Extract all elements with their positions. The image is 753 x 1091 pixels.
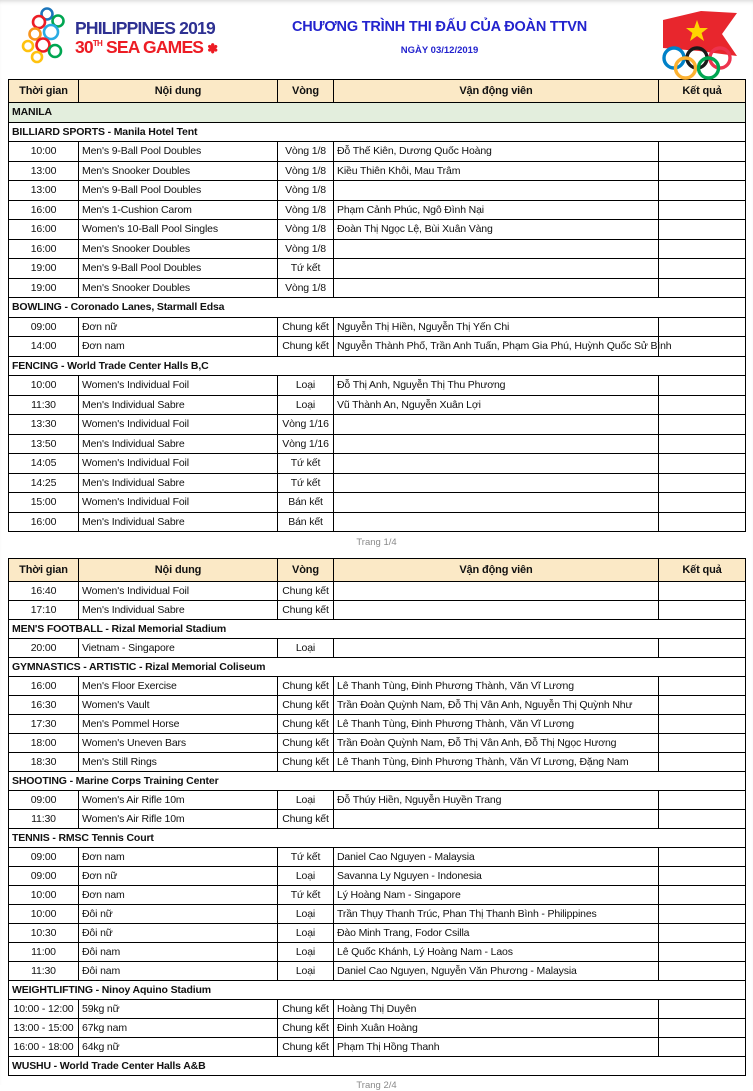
result-cell — [659, 791, 746, 810]
result-cell — [659, 810, 746, 829]
result-cell — [659, 454, 746, 474]
round-cell: Tứ kết — [278, 454, 334, 474]
result-cell — [659, 200, 746, 220]
round-cell: Tứ kết — [278, 259, 334, 279]
logo-line2: 30TH SEA GAMES ✽ — [75, 36, 218, 57]
event-row — [9, 200, 746, 220]
result-cell — [659, 715, 746, 734]
result-cell — [659, 434, 746, 454]
event-cell: Women's Air Rifle 10m — [79, 791, 278, 810]
athletes-cell: Nguyễn Thành Phố, Trần Anh Tuấn, Phạm Gia Phú, Huỳnh Quốc Sử Bình — [334, 337, 659, 357]
athletes-cell — [334, 493, 659, 513]
time-cell: 14:25 — [9, 473, 79, 493]
column-header: Nội dung — [79, 559, 278, 582]
event-cell: Men's 9-Ball Pool Doubles — [79, 259, 278, 279]
event-cell: Women's Individual Foil — [79, 415, 278, 435]
round-cell: Chung kết — [278, 582, 334, 601]
city-row — [9, 103, 746, 123]
event-row — [9, 415, 746, 435]
seagames-rings-icon — [14, 6, 72, 69]
event-cell: Đơn nữ — [79, 867, 278, 886]
event-cell: Men's Snooker Doubles — [79, 239, 278, 259]
time-cell: 17:30 — [9, 715, 79, 734]
athletes-cell: Phạm Cảnh Phúc, Ngô Đình Nại — [334, 200, 659, 220]
round-cell: Loại — [278, 905, 334, 924]
event-cell: Men's Individual Sabre — [79, 601, 278, 620]
time-cell: 19:00 — [9, 278, 79, 298]
athletes-cell — [334, 473, 659, 493]
time-cell: 10:00 - 12:00 — [9, 1000, 79, 1019]
athletes-cell: Đinh Xuân Hoàng — [334, 1019, 659, 1038]
athletes-cell — [334, 415, 659, 435]
athletes-cell: Vũ Thành An, Nguyễn Xuân Lợi — [334, 395, 659, 415]
round-cell: Vòng 1/16 — [278, 434, 334, 454]
result-cell — [659, 278, 746, 298]
result-cell — [659, 943, 746, 962]
result-cell — [659, 848, 746, 867]
result-cell — [659, 886, 746, 905]
event-row — [9, 473, 746, 493]
column-header-row — [9, 80, 746, 103]
time-cell: 09:00 — [9, 791, 79, 810]
time-cell: 14:05 — [9, 454, 79, 474]
time-cell: 16:00 — [9, 239, 79, 259]
venue-row — [9, 298, 746, 318]
athletes-cell: Lý Hoàng Nam - Singapore — [334, 886, 659, 905]
venue-label: BOWLING - Coronado Lanes, Starmall Edsa — [9, 298, 746, 318]
athletes-cell — [334, 639, 659, 658]
seagames-logo-text — [75, 19, 217, 56]
result-cell — [659, 415, 746, 435]
round-cell: Vòng 1/8 — [278, 161, 334, 181]
event-row — [9, 734, 746, 753]
time-cell: 10:00 — [9, 886, 79, 905]
athletes-cell: Đoàn Thị Ngọc Lệ, Bùi Xuân Vàng — [334, 220, 659, 240]
athletes-cell: Đỗ Thúy Hiền, Nguyễn Huyền Trang — [334, 791, 659, 810]
time-cell: 15:00 — [9, 493, 79, 513]
venue-label: FENCING - World Trade Center Halls B,C — [9, 356, 746, 376]
event-cell: Vietnam - Singapore — [79, 639, 278, 658]
result-cell — [659, 142, 746, 162]
result-cell — [659, 696, 746, 715]
event-cell: 64kg nữ — [79, 1038, 278, 1057]
athletes-cell — [334, 454, 659, 474]
round-cell: Vòng 1/8 — [278, 200, 334, 220]
event-row — [9, 434, 746, 454]
event-row — [9, 239, 746, 259]
event-cell: Men's 9-Ball Pool Doubles — [79, 142, 278, 162]
event-row — [9, 867, 746, 886]
time-cell: 16:40 — [9, 582, 79, 601]
time-cell: 13:00 — [9, 161, 79, 181]
event-cell: Men's Floor Exercise — [79, 677, 278, 696]
venue-row — [9, 772, 746, 791]
column-header: Thời gian — [9, 559, 79, 582]
result-cell — [659, 1000, 746, 1019]
round-cell: Loại — [278, 791, 334, 810]
athletes-cell — [334, 512, 659, 532]
time-cell: 09:00 — [9, 848, 79, 867]
athletes-cell — [334, 601, 659, 620]
athletes-cell — [334, 278, 659, 298]
event-cell: Men's Individual Sabre — [79, 512, 278, 532]
round-cell: Bán kết — [278, 493, 334, 513]
event-cell: Women's Air Rifle 10m — [79, 810, 278, 829]
athletes-cell: Lê Quốc Khánh, Lý Hoàng Nam - Laos — [334, 943, 659, 962]
athletes-cell: Trần Thụy Thanh Trúc, Phan Thị Thanh Bình - Philippines — [334, 905, 659, 924]
round-cell: Chung kết — [278, 715, 334, 734]
event-cell: Đơn nam — [79, 848, 278, 867]
venue-row — [9, 1057, 746, 1076]
event-cell: Đôi nữ — [79, 924, 278, 943]
time-cell: 11:30 — [9, 395, 79, 415]
athletes-cell: Trần Đoàn Quỳnh Nam, Đỗ Thị Vân Anh, Nguyễn Thị Quỳnh Như — [334, 696, 659, 715]
venue-row — [9, 981, 746, 1000]
time-cell: 11:30 — [9, 962, 79, 981]
event-cell: Women's Individual Foil — [79, 454, 278, 474]
time-cell: 16:00 — [9, 512, 79, 532]
event-row — [9, 142, 746, 162]
column-header: Kết quả — [659, 559, 746, 582]
venue-row — [9, 356, 746, 376]
athletes-cell: Đỗ Thị Anh, Nguyễn Thị Thu Phương — [334, 376, 659, 396]
page-footer-2: Trang 2/4 — [356, 1080, 397, 1091]
column-header: Thời gian — [9, 80, 79, 103]
venue-row — [9, 829, 746, 848]
event-row — [9, 259, 746, 279]
athletes-cell: Trần Đoàn Quỳnh Nam, Đỗ Thị Vân Anh, Đỗ Thị Ngọc Hương — [334, 734, 659, 753]
round-cell: Tứ kết — [278, 473, 334, 493]
athletes-cell: Daniel Cao Nguyen - Malaysia — [334, 848, 659, 867]
result-cell — [659, 473, 746, 493]
result-cell — [659, 181, 746, 201]
result-cell — [659, 905, 746, 924]
result-cell — [659, 924, 746, 943]
athletes-cell — [334, 582, 659, 601]
result-cell — [659, 512, 746, 532]
event-row — [9, 161, 746, 181]
round-cell: Loại — [278, 376, 334, 396]
result-cell — [659, 317, 746, 337]
event-cell: Đôi nam — [79, 943, 278, 962]
result-cell — [659, 161, 746, 181]
event-cell: Đơn nam — [79, 886, 278, 905]
event-cell: Women's Individual Foil — [79, 376, 278, 396]
result-cell — [659, 1038, 746, 1057]
round-cell: Loại — [278, 395, 334, 415]
venue-label: GYMNASTICS - ARTISTIC - Rizal Memorial Coliseum — [9, 658, 746, 677]
time-cell: 16:00 — [9, 200, 79, 220]
event-row — [9, 1019, 746, 1038]
venue-row — [9, 122, 746, 142]
round-cell: Loại — [278, 943, 334, 962]
time-cell: 09:00 — [9, 867, 79, 886]
page-footer-1: Trang 1/4 — [356, 537, 397, 548]
event-cell: 67kg nam — [79, 1019, 278, 1038]
event-row — [9, 848, 746, 867]
round-cell: Bán kết — [278, 512, 334, 532]
event-cell: Women's Individual Foil — [79, 582, 278, 601]
athletes-cell: Đào Minh Trang, Fodor Csilla — [334, 924, 659, 943]
logo-line1: PHILIPPINES 2019 — [75, 18, 215, 39]
round-cell: Chung kết — [278, 601, 334, 620]
vietnam-flag-olympic-rings-icon — [651, 67, 743, 84]
event-cell: Đơn nam — [79, 337, 278, 357]
time-cell: 13:50 — [9, 434, 79, 454]
event-row — [9, 715, 746, 734]
time-cell: 16:00 - 18:00 — [9, 1038, 79, 1057]
time-cell: 18:30 — [9, 753, 79, 772]
round-cell: Loại — [278, 867, 334, 886]
time-cell: 13:00 - 15:00 — [9, 1019, 79, 1038]
venue-label: BILLIARD SPORTS - Manila Hotel Tent — [9, 122, 746, 142]
round-cell: Chung kết — [278, 810, 334, 829]
sun-emblem-icon: ✽ — [207, 40, 218, 56]
event-row — [9, 601, 746, 620]
event-cell: Men's Still Rings — [79, 753, 278, 772]
time-cell: 10:00 — [9, 905, 79, 924]
event-cell: Men's Snooker Doubles — [79, 278, 278, 298]
time-cell: 10:00 — [9, 142, 79, 162]
event-row — [9, 582, 746, 601]
event-row — [9, 696, 746, 715]
time-cell: 17:10 — [9, 601, 79, 620]
result-cell — [659, 753, 746, 772]
venue-row — [9, 658, 746, 677]
event-row — [9, 791, 746, 810]
result-cell — [659, 962, 746, 981]
event-cell: Men's Individual Sabre — [79, 434, 278, 454]
athletes-cell: Hoàng Thị Duyên — [334, 1000, 659, 1019]
round-cell: Loại — [278, 639, 334, 658]
event-row — [9, 181, 746, 201]
event-cell: Men's 1-Cushion Carom — [79, 200, 278, 220]
time-cell: 11:30 — [9, 810, 79, 829]
round-cell: Chung kết — [278, 753, 334, 772]
round-cell: Chung kết — [278, 317, 334, 337]
title-block — [232, 6, 647, 56]
result-cell — [659, 734, 746, 753]
venue-row — [9, 620, 746, 639]
event-row — [9, 924, 746, 943]
round-cell: Vòng 1/8 — [278, 220, 334, 240]
event-cell: Men's Snooker Doubles — [79, 161, 278, 181]
event-cell: Đơn nữ — [79, 317, 278, 337]
result-cell — [659, 220, 746, 240]
column-header: Vận động viên — [334, 80, 659, 103]
result-cell — [659, 493, 746, 513]
column-header: Vận động viên — [334, 559, 659, 582]
venue-label: SHOOTING - Marine Corps Training Center — [9, 772, 746, 791]
venue-label: TENNIS - RMSC Tennis Court — [9, 829, 746, 848]
time-cell: 19:00 — [9, 259, 79, 279]
vietnam-olympic-logo — [647, 6, 747, 85]
athletes-cell — [334, 259, 659, 279]
venue-label: MEN'S FOOTBALL - Rizal Memorial Stadium — [9, 620, 746, 639]
time-cell: 10:00 — [9, 376, 79, 396]
result-cell — [659, 239, 746, 259]
event-row — [9, 962, 746, 981]
time-cell: 16:00 — [9, 220, 79, 240]
athletes-cell: Savanna Ly Nguyen - Indonesia — [334, 867, 659, 886]
event-cell: Đôi nữ — [79, 905, 278, 924]
round-cell: Chung kết — [278, 1000, 334, 1019]
schedule-table-page2 — [8, 558, 746, 1076]
result-cell — [659, 337, 746, 357]
round-cell: Loại — [278, 924, 334, 943]
round-cell: Tứ kết — [278, 848, 334, 867]
city-label: MANILA — [9, 103, 746, 123]
event-row — [9, 753, 746, 772]
athletes-cell — [334, 810, 659, 829]
round-cell: Chung kết — [278, 1038, 334, 1057]
time-cell: 14:00 — [9, 337, 79, 357]
column-header: Vòng — [278, 80, 334, 103]
round-cell: Vòng 1/8 — [278, 142, 334, 162]
event-row — [9, 376, 746, 396]
event-row — [9, 512, 746, 532]
event-row — [9, 905, 746, 924]
athletes-cell: Lê Thanh Tùng, Đinh Phương Thành, Văn Vĩ Lương — [334, 677, 659, 696]
event-cell: Men's Individual Sabre — [79, 395, 278, 415]
event-cell: Men's 9-Ball Pool Doubles — [79, 181, 278, 201]
event-row — [9, 454, 746, 474]
event-row — [9, 220, 746, 240]
page-title: CHƯƠNG TRÌNH THI ĐẤU CỦA ĐOÀN TTVN — [292, 19, 587, 35]
round-cell: Chung kết — [278, 337, 334, 357]
event-cell: Women's Vault — [79, 696, 278, 715]
time-cell: 18:00 — [9, 734, 79, 753]
athletes-cell: Lê Thanh Tùng, Đinh Phương Thành, Văn Vĩ Lương, Đặng Nam — [334, 753, 659, 772]
schedule-table-page1 — [8, 79, 746, 532]
result-cell — [659, 259, 746, 279]
event-row — [9, 943, 746, 962]
time-cell: 16:00 — [9, 677, 79, 696]
event-row — [9, 677, 746, 696]
result-cell — [659, 867, 746, 886]
time-cell: 13:00 — [9, 181, 79, 201]
document-header — [0, 0, 753, 79]
event-cell: Men's Pommel Horse — [79, 715, 278, 734]
athletes-cell — [334, 239, 659, 259]
round-cell: Vòng 1/8 — [278, 181, 334, 201]
column-header: Kết quả — [659, 80, 746, 103]
time-cell: 11:00 — [9, 943, 79, 962]
round-cell: Chung kết — [278, 696, 334, 715]
event-cell: Đôi nam — [79, 962, 278, 981]
event-row — [9, 337, 746, 357]
athletes-cell — [334, 434, 659, 454]
event-row — [9, 886, 746, 905]
schedule-date: NGÀY 03/12/2019 — [400, 45, 479, 56]
event-cell: Men's Individual Sabre — [79, 473, 278, 493]
event-cell: Women's 10-Ball Pool Singles — [79, 220, 278, 240]
event-row — [9, 493, 746, 513]
time-cell: 20:00 — [9, 639, 79, 658]
result-cell — [659, 582, 746, 601]
time-cell: 13:30 — [9, 415, 79, 435]
venue-label: WUSHU - World Trade Center Halls A&B — [9, 1057, 746, 1076]
result-cell — [659, 601, 746, 620]
event-row — [9, 317, 746, 337]
column-header: Vòng — [278, 559, 334, 582]
event-row — [9, 639, 746, 658]
athletes-cell: Kiều Thiên Khôi, Mau Trâm — [334, 161, 659, 181]
athletes-cell: Lê Thanh Tùng, Đinh Phương Thành, Văn Vĩ Lương — [334, 715, 659, 734]
event-cell: 59kg nữ — [79, 1000, 278, 1019]
event-row — [9, 1000, 746, 1019]
time-cell: 09:00 — [9, 317, 79, 337]
time-cell: 10:30 — [9, 924, 79, 943]
result-cell — [659, 376, 746, 396]
result-cell — [659, 677, 746, 696]
event-cell: Women's Uneven Bars — [79, 734, 278, 753]
round-cell: Chung kết — [278, 734, 334, 753]
round-cell: Chung kết — [278, 677, 334, 696]
event-row — [9, 395, 746, 415]
round-cell: Chung kết — [278, 1019, 334, 1038]
column-header-row — [9, 559, 746, 582]
seagames-2019-logo — [14, 6, 232, 69]
result-cell — [659, 1019, 746, 1038]
round-cell: Loại — [278, 962, 334, 981]
round-cell: Vòng 1/8 — [278, 239, 334, 259]
athletes-cell: Phạm Thị Hồng Thanh — [334, 1038, 659, 1057]
result-cell — [659, 639, 746, 658]
athletes-cell: Daniel Cao Nguyen, Nguyễn Văn Phương - Malaysia — [334, 962, 659, 981]
round-cell: Tứ kết — [278, 886, 334, 905]
athletes-cell — [334, 181, 659, 201]
column-header: Nội dung — [79, 80, 278, 103]
result-cell — [659, 395, 746, 415]
event-cell: Women's Individual Foil — [79, 493, 278, 513]
event-row — [9, 278, 746, 298]
event-row — [9, 810, 746, 829]
event-row — [9, 1038, 746, 1057]
time-cell: 16:30 — [9, 696, 79, 715]
venue-label: WEIGHTLIFTING - Ninoy Aquino Stadium — [9, 981, 746, 1000]
athletes-cell: Đỗ Thế Kiên, Dương Quốc Hoàng — [334, 142, 659, 162]
round-cell: Vòng 1/16 — [278, 415, 334, 435]
athletes-cell: Nguyễn Thị Hiền, Nguyễn Thị Yến Chi — [334, 317, 659, 337]
round-cell: Vòng 1/8 — [278, 278, 334, 298]
